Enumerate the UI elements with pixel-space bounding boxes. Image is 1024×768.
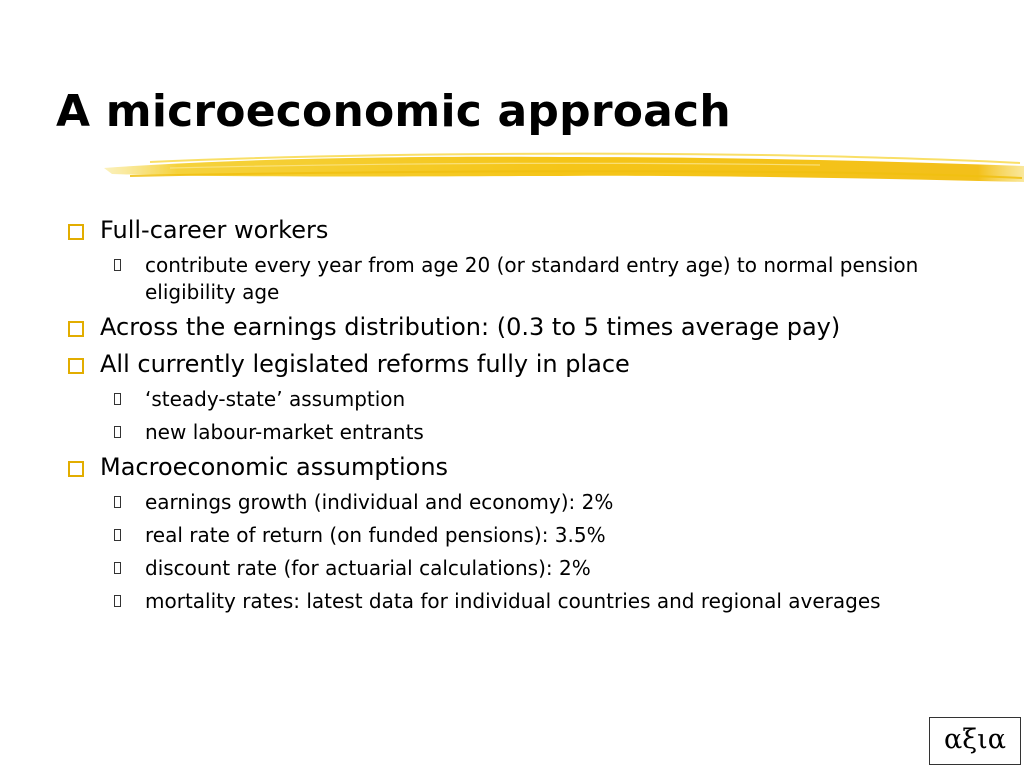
bullet-item <box>66 215 946 246</box>
sub-bullet-item <box>66 555 946 582</box>
bullet-text: Macroeconomic assumptions <box>100 453 449 481</box>
bullet-item <box>66 312 946 343</box>
sub-bullet-icon <box>114 529 121 541</box>
logo: αξια <box>929 717 1021 765</box>
sub-bullet-text: ‘steady-state’ assumption <box>145 387 406 411</box>
sub-bullet-icon <box>114 393 121 405</box>
sub-bullet-text: discount rate (for actuarial calculations): 2% <box>145 556 591 580</box>
sub-bullet-text: real rate of return (on funded pensions): 3.5% <box>145 523 606 547</box>
sub-bullet-icon <box>114 426 121 438</box>
sub-bullet-item <box>66 419 946 446</box>
sub-bullet-item <box>66 489 946 516</box>
sub-bullet-icon <box>114 496 121 508</box>
square-bullet-icon <box>68 224 84 240</box>
slide-title: A microeconomic approach <box>56 86 731 137</box>
sub-bullet-text: new labour-market entrants <box>145 420 424 444</box>
bullet-text: All currently legislated reforms fully in place <box>100 350 630 378</box>
bullet-item <box>66 349 946 380</box>
square-bullet-icon <box>68 358 84 374</box>
sub-bullet-item <box>66 386 946 413</box>
sub-bullet-text: contribute every year from age 20 (or standard entry age) to normal pension eligibility age <box>145 253 919 304</box>
square-bullet-icon <box>68 321 84 337</box>
bullet-list <box>66 215 946 621</box>
sub-bullet-item <box>66 252 946 306</box>
sub-bullet-text: earnings growth (individual and economy): 2% <box>145 490 614 514</box>
bullet-text: Full-career workers <box>100 216 329 244</box>
sub-bullet-item <box>66 522 946 549</box>
sub-bullet-icon <box>114 259 121 271</box>
sub-bullet-text: mortality rates: latest data for individual countries and regional averages <box>145 589 881 613</box>
sub-bullet-item <box>66 588 946 615</box>
sub-bullet-icon <box>114 595 121 607</box>
sub-bullet-icon <box>114 562 121 574</box>
bullet-item <box>66 452 946 483</box>
square-bullet-icon <box>68 461 84 477</box>
bullet-text: Across the earnings distribution: (0.3 to 5 times average pay) <box>100 313 841 341</box>
